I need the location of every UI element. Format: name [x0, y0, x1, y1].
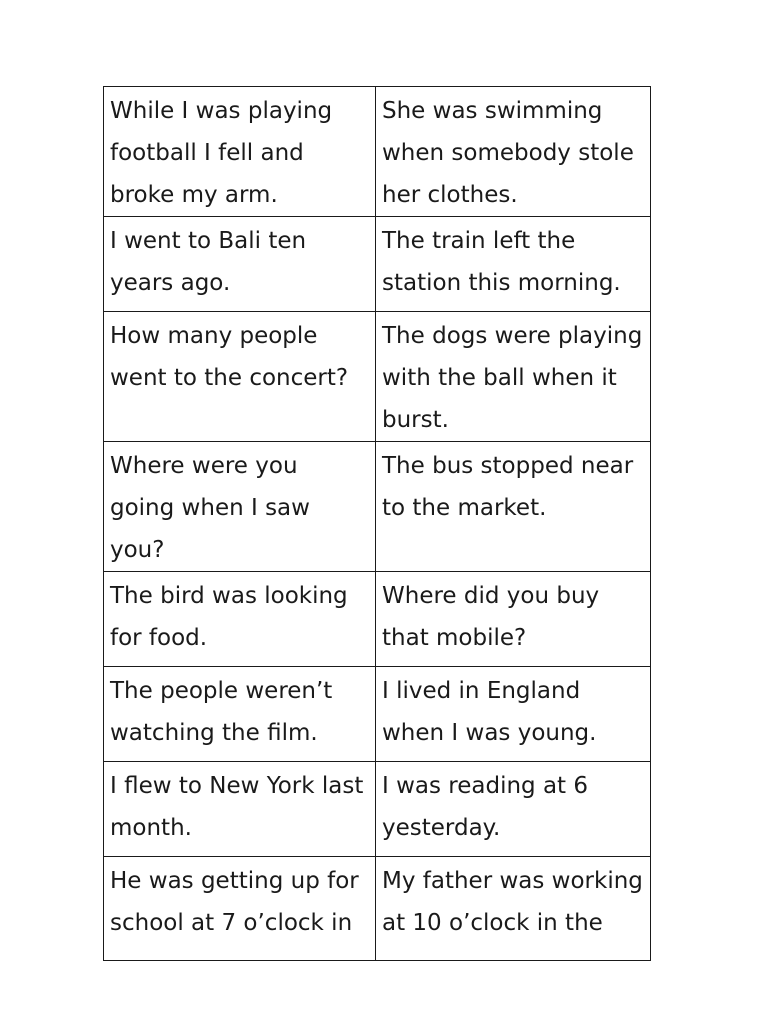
- table-row: [104, 217, 651, 312]
- table-row: [104, 87, 651, 217]
- sentence-text: She was swimming when somebody stole her clothes.: [382, 98, 634, 208]
- sentence-card: [376, 762, 651, 857]
- sentence-card: [104, 217, 376, 312]
- sentence-text: My father was working at 10 o’clock in the: [382, 868, 643, 936]
- sentence-text: I flew to New York last month.: [110, 773, 364, 841]
- sentence-card: [104, 312, 376, 442]
- sentence-card: [376, 217, 651, 312]
- sentence-card: [104, 762, 376, 857]
- sentence-card: [376, 442, 651, 572]
- table-row: [104, 667, 651, 762]
- sentence-text: He was getting up for school at 7 o’clock in: [110, 868, 359, 936]
- sentence-text: The bird was looking for food.: [110, 583, 348, 651]
- sentence-card: [104, 857, 376, 961]
- sentence-text: I was reading at 6 yesterday.: [382, 773, 589, 841]
- sentence-card: [104, 667, 376, 762]
- sentence-text: I lived in England when I was young.: [382, 678, 597, 746]
- sentence-text: I went to Bali ten years ago.: [110, 228, 307, 296]
- sentence-card: [376, 667, 651, 762]
- sentence-card: [376, 857, 651, 961]
- sentence-text: Where did you buy that mobile?: [382, 583, 600, 651]
- sentence-text: The bus stopped near to the market.: [382, 453, 634, 521]
- sentence-text: The dogs were playing with the ball when it burst.: [382, 323, 643, 433]
- sentence-text: Where were you going when I saw you?: [110, 453, 310, 563]
- sentence-card: [376, 312, 651, 442]
- sentence-card: [104, 442, 376, 572]
- table-row: [104, 572, 651, 667]
- table-row: [104, 857, 651, 961]
- sentence-card: [376, 87, 651, 217]
- sentence-text: While I was playing football I fell and broke my arm.: [110, 98, 333, 208]
- sentence-text: How many people went to the concert?: [110, 323, 349, 391]
- sentence-text: The train left the station this morning.: [382, 228, 621, 296]
- sentence-card: [104, 572, 376, 667]
- sentence-card: [104, 87, 376, 217]
- sentence-text: The people weren’t watching the film.: [110, 678, 333, 746]
- table-row: [104, 442, 651, 572]
- sentence-card-table: [103, 86, 651, 961]
- sentence-card: [376, 572, 651, 667]
- table-row: [104, 762, 651, 857]
- table-row: [104, 312, 651, 442]
